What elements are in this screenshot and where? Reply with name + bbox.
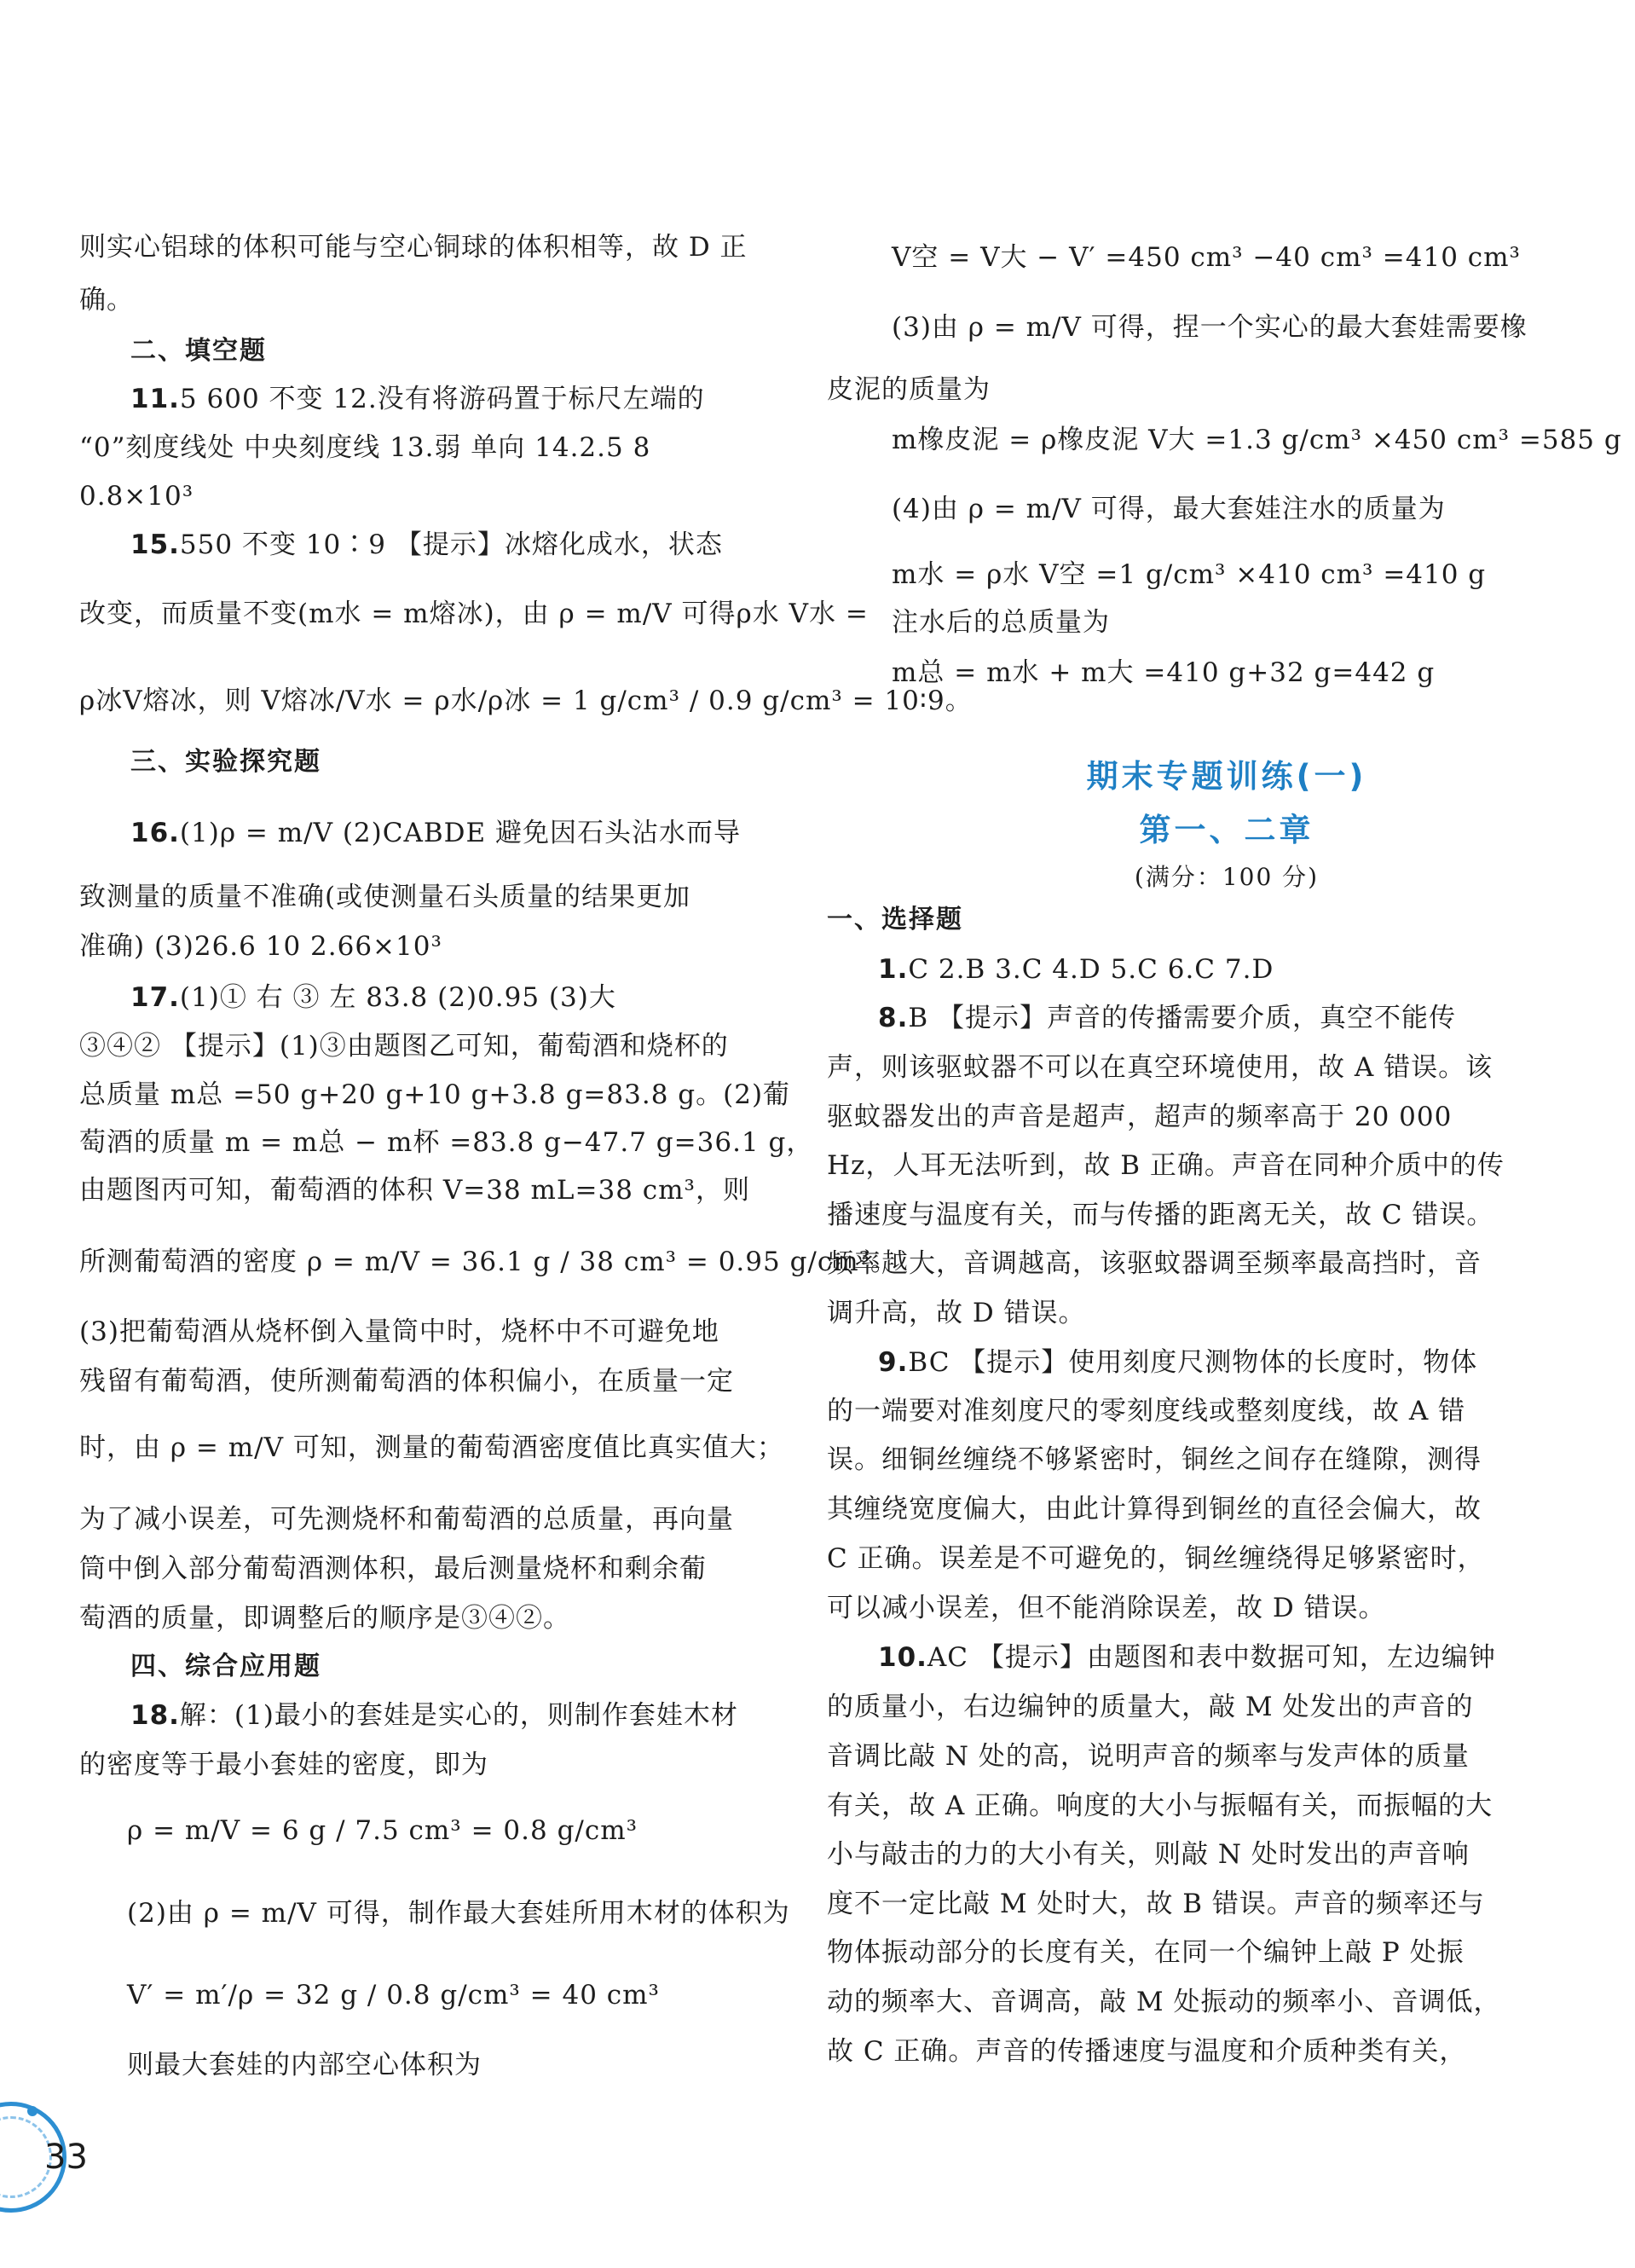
text-line [878, 1344, 1477, 1381]
text-line [79, 281, 134, 319]
line-text: 四、综合应用题 [130, 1652, 321, 1681]
line-text: 则实心铝球的体积可能与空心铜球的体积相等，故 D 正 [79, 232, 748, 263]
question-number: 10. [878, 1642, 927, 1673]
line-text: (4)由 ρ = m/V 可得，最大套娃注水的质量为 [892, 494, 1446, 524]
line-text: 小与敲击的力的大小有关，则敲 N 处时发出的声音响 [827, 1839, 1470, 1870]
text-line [127, 1895, 790, 1932]
line-text: V′ = m′/ρ = 32 g / 0.8 g/cm³ = 40 cm³ [127, 1980, 660, 2011]
text-line [892, 309, 1528, 346]
line-text: 确。 [79, 285, 134, 315]
line-text: 致测量的质量不准确(或使测量石头质量的结果更加 [79, 882, 691, 912]
line-text: 时，由 ρ = m/V 可知，测量的葡萄酒密度值比真实值大； [79, 1432, 784, 1463]
text-line [892, 556, 1486, 593]
line-text: AC 【提示】由题图和表中数据可知，左边编钟 [927, 1642, 1496, 1673]
text-line [79, 1363, 734, 1400]
line-text: Hz，人耳无法听到，故 B 正确。声音在同种介质中的传 [827, 1150, 1505, 1181]
line-text: (3)把葡萄酒从烧杯倒入量筒中时，烧杯中不可避免地 [79, 1316, 719, 1347]
line-text: 故 C 正确。声音的传播速度与温度和介质种类有关， [827, 2036, 1467, 2067]
line-text: 可以减小误差，但不能消除误差，故 D 错误。 [827, 1593, 1386, 1623]
text-line [827, 1147, 1505, 1184]
text-line [79, 1501, 734, 1538]
line-text: (1)① 右 ③ 左 83.8 (2)0.95 (3)大 [179, 982, 616, 1013]
text-line [878, 951, 1274, 988]
text-line [79, 595, 869, 633]
line-text: m总 = m水 + m大 =410 g+32 g=442 g [892, 657, 1436, 688]
text-line [79, 1172, 750, 1209]
line-text: 误。细铜丝缠绕不够紧密时，铜丝之间存在缝隙，测得 [827, 1444, 1482, 1475]
line-text: 三、实验探究题 [130, 747, 321, 777]
text-line [827, 1392, 1465, 1430]
page-number: 33 [44, 2138, 88, 2177]
text-line [892, 490, 1446, 528]
text-line [79, 477, 194, 515]
text-line [892, 239, 1521, 276]
line-text: 解：(1)最小的套娃是实心的，则制作套娃木材 [179, 1700, 738, 1731]
line-text: BC 【提示】使用刻度尺测物体的长度时，物体 [908, 1347, 1478, 1378]
line-text: 5 600 不变 12.没有将游码置于标尺左端的 [179, 384, 705, 414]
text-line [79, 1243, 898, 1281]
line-text: 萄酒的质量，即调整后的顺序是③④②。 [79, 1603, 570, 1634]
line-text: 的一端要对准刻度尺的零刻度线或整刻度线，故 A 错 [827, 1396, 1466, 1426]
text-line [827, 1836, 1470, 1873]
line-text: V空 = V大 − V′ =450 cm³ −40 cm³ =410 cm³ [892, 242, 1521, 273]
chapter-title: 期末专题训练(一) [1086, 758, 1367, 795]
chapter-title: 第一、二章 [1139, 812, 1314, 848]
text-line [892, 604, 1110, 641]
text-line [79, 682, 973, 720]
text-line [79, 928, 442, 965]
line-text: 的密度等于最小套娃的密度，即为 [79, 1750, 488, 1780]
text-line [79, 1076, 790, 1114]
text-line [79, 429, 650, 466]
text-line [827, 1294, 1086, 1332]
section-heading [130, 333, 267, 370]
text-line [127, 1976, 660, 2014]
text-line [130, 1697, 738, 1734]
line-text: 声，则该驱蚊器不可以在真空环境使用，故 A 错误。该 [827, 1052, 1493, 1083]
badge-dot [27, 2106, 38, 2116]
line-text: 其缠绕宽度偏大，由此计算得到铜丝的直径会偏大，故 [827, 1494, 1482, 1525]
text-line [79, 878, 690, 916]
text-line [130, 380, 705, 418]
text-line [827, 1983, 1500, 2021]
text-line [892, 654, 1435, 691]
line-text: m橡皮泥 = ρ橡皮泥 V大 =1.3 g/cm³ ×450 cm³ =585 g [892, 425, 1622, 455]
question-number: 16. [130, 818, 180, 848]
line-text: ③④② 【提示】(1)③由题图乙可知，葡萄酒和烧杯的 [79, 1031, 729, 1062]
text-line [827, 1934, 1465, 1971]
text-line [827, 2033, 1466, 2070]
line-text: (3)由 ρ = m/V 可得，捏一个实心的最大套娃需要橡 [892, 312, 1528, 343]
section-heading [130, 743, 321, 781]
question-number: 9. [878, 1347, 909, 1378]
line-text: 注水后的总质量为 [892, 607, 1110, 638]
line-text: 二、填空题 [130, 336, 267, 366]
text-line [130, 526, 723, 564]
line-text: 物体振动部分的长度有关，在同一个编钟上敲 P 处振 [827, 1937, 1465, 1968]
text-line [79, 1124, 813, 1161]
line-text: 由题图丙可知，葡萄酒的体积 V=38 mL=38 cm³，则 [79, 1175, 750, 1206]
question-number: 15. [130, 529, 180, 560]
text-line [79, 1027, 729, 1065]
line-text: 音调比敲 N 处的高，说明声音的频率与发声体的质量 [827, 1741, 1470, 1772]
line-text: 准确) (3)26.6 10 2.66×10³ [79, 931, 442, 962]
text-line [79, 1550, 707, 1588]
line-text: (1)ρ = m/V (2)CABDE 避免因石头沾水而导 [179, 818, 741, 848]
text-line [827, 1589, 1386, 1627]
line-text: 萄酒的质量 m = m总 − m杯 =83.8 g−47.7 g=36.1 g， [79, 1127, 814, 1158]
text-line [127, 1812, 638, 1849]
question-number: 8. [878, 1003, 909, 1033]
text-line [892, 421, 1622, 459]
line-text: 为了减小误差，可先测烧杯和葡萄酒的总质量，再向量 [79, 1504, 734, 1535]
line-text: 0.8×10³ [79, 481, 194, 512]
line-text: C 2.B 3.C 4.D 5.C 6.C 7.D [908, 954, 1274, 985]
line-text: 有关，故 A 正确。响度的大小与振幅有关，而振幅的大 [827, 1791, 1493, 1821]
line-text: ρ冰V熔冰，则 V熔冰/V水 = ρ水/ρ冰 = 1 g/cm³ / 0.9 g/cm³ = 10∶9。 [79, 686, 973, 716]
line-text: 播速度与温度有关，而与传播的距离无关，故 C 错误。 [827, 1200, 1494, 1230]
text-line [827, 1787, 1493, 1825]
line-text: 一、选择题 [827, 905, 963, 934]
text-line [878, 1639, 1496, 1676]
line-text: 改变，而质量不变(m水 = m熔冰)，由 ρ = m/V 可得ρ水 V水 = [79, 599, 869, 629]
line-text: B 【提示】声音的传播需要介质，真空不能传 [908, 1003, 1456, 1033]
text-line [827, 1540, 1485, 1577]
text-line [827, 1490, 1482, 1528]
line-text: “0”刻度线处 中央刻度线 13.弱 单向 14.2.5 8 [79, 432, 651, 463]
line-text: C 正确。误差是不可避免的，铜丝缠绕得足够紧密时， [827, 1543, 1485, 1574]
text-line [827, 1738, 1470, 1775]
line-text: 的质量小，右边编钟的质量大，敲 M 处发出的声音的 [827, 1692, 1474, 1722]
section-heading [827, 901, 963, 939]
text-line [827, 371, 991, 408]
line-text: 筒中倒入部分葡萄酒测体积，最后测量烧杯和剩余葡 [79, 1553, 707, 1584]
line-text: (2)由 ρ = m/V 可得，制作最大套娃所用木材的体积为 [127, 1898, 790, 1929]
line-text: 动的频率大、音调高，敲 M 处振动的频率小、音调低， [827, 1987, 1501, 2017]
text-line [79, 1313, 719, 1351]
line-text: 总质量 m总 =50 g+20 g+10 g+3.8 g=83.8 g。(2)葡 [79, 1079, 791, 1110]
line-text: 驱蚊器发出的声音是超声，超声的频率高于 20 000 [827, 1102, 1453, 1132]
text-line [827, 1098, 1452, 1136]
line-text: ρ = m/V = 6 g / 7.5 cm³ = 0.8 g/cm³ [127, 1815, 638, 1846]
section-heading [130, 1648, 321, 1686]
chapter-note: (满分：100 分) [1134, 863, 1320, 891]
text-line [827, 1245, 1482, 1282]
text-line [878, 999, 1456, 1037]
text-line [79, 1600, 570, 1637]
line-text: 残留有葡萄酒，使所测葡萄酒的体积偏小，在质量一定 [79, 1366, 734, 1397]
text-line [79, 1429, 784, 1467]
question-number: 18. [130, 1700, 180, 1731]
text-line [130, 814, 741, 852]
line-text: 则最大套娃的内部空心体积为 [127, 2050, 482, 2080]
text-line [127, 2046, 482, 2084]
line-text: 度不一定比敲 M 处时大，故 B 错误。声音的频率还与 [827, 1889, 1485, 1919]
text-line [130, 979, 616, 1016]
line-text: 550 不变 10∶9 【提示】冰熔化成水，状态 [179, 529, 723, 560]
question-number: 1. [878, 954, 909, 985]
question-number: 17. [130, 982, 180, 1013]
text-line [827, 1441, 1482, 1478]
text-line [827, 1196, 1493, 1234]
line-text: 所测葡萄酒的密度 ρ = m/V = 36.1 g / 38 cm³ = 0.95 g/cm³。 [79, 1247, 898, 1277]
question-number: 11. [130, 384, 180, 414]
line-text: m水 = ρ水 V空 =1 g/cm³ ×410 cm³ =410 g [892, 559, 1487, 590]
text-line [827, 1049, 1493, 1086]
text-line [827, 1885, 1485, 1923]
line-text: 频率越大，音调越高，该驱蚊器调至频率最高挡时，音 [827, 1248, 1482, 1279]
text-line [79, 229, 748, 266]
line-text: 调升高，故 D 错误。 [827, 1298, 1086, 1328]
text-line [827, 1688, 1473, 1726]
text-line [79, 1746, 488, 1784]
line-text: 皮泥的质量为 [827, 374, 991, 405]
